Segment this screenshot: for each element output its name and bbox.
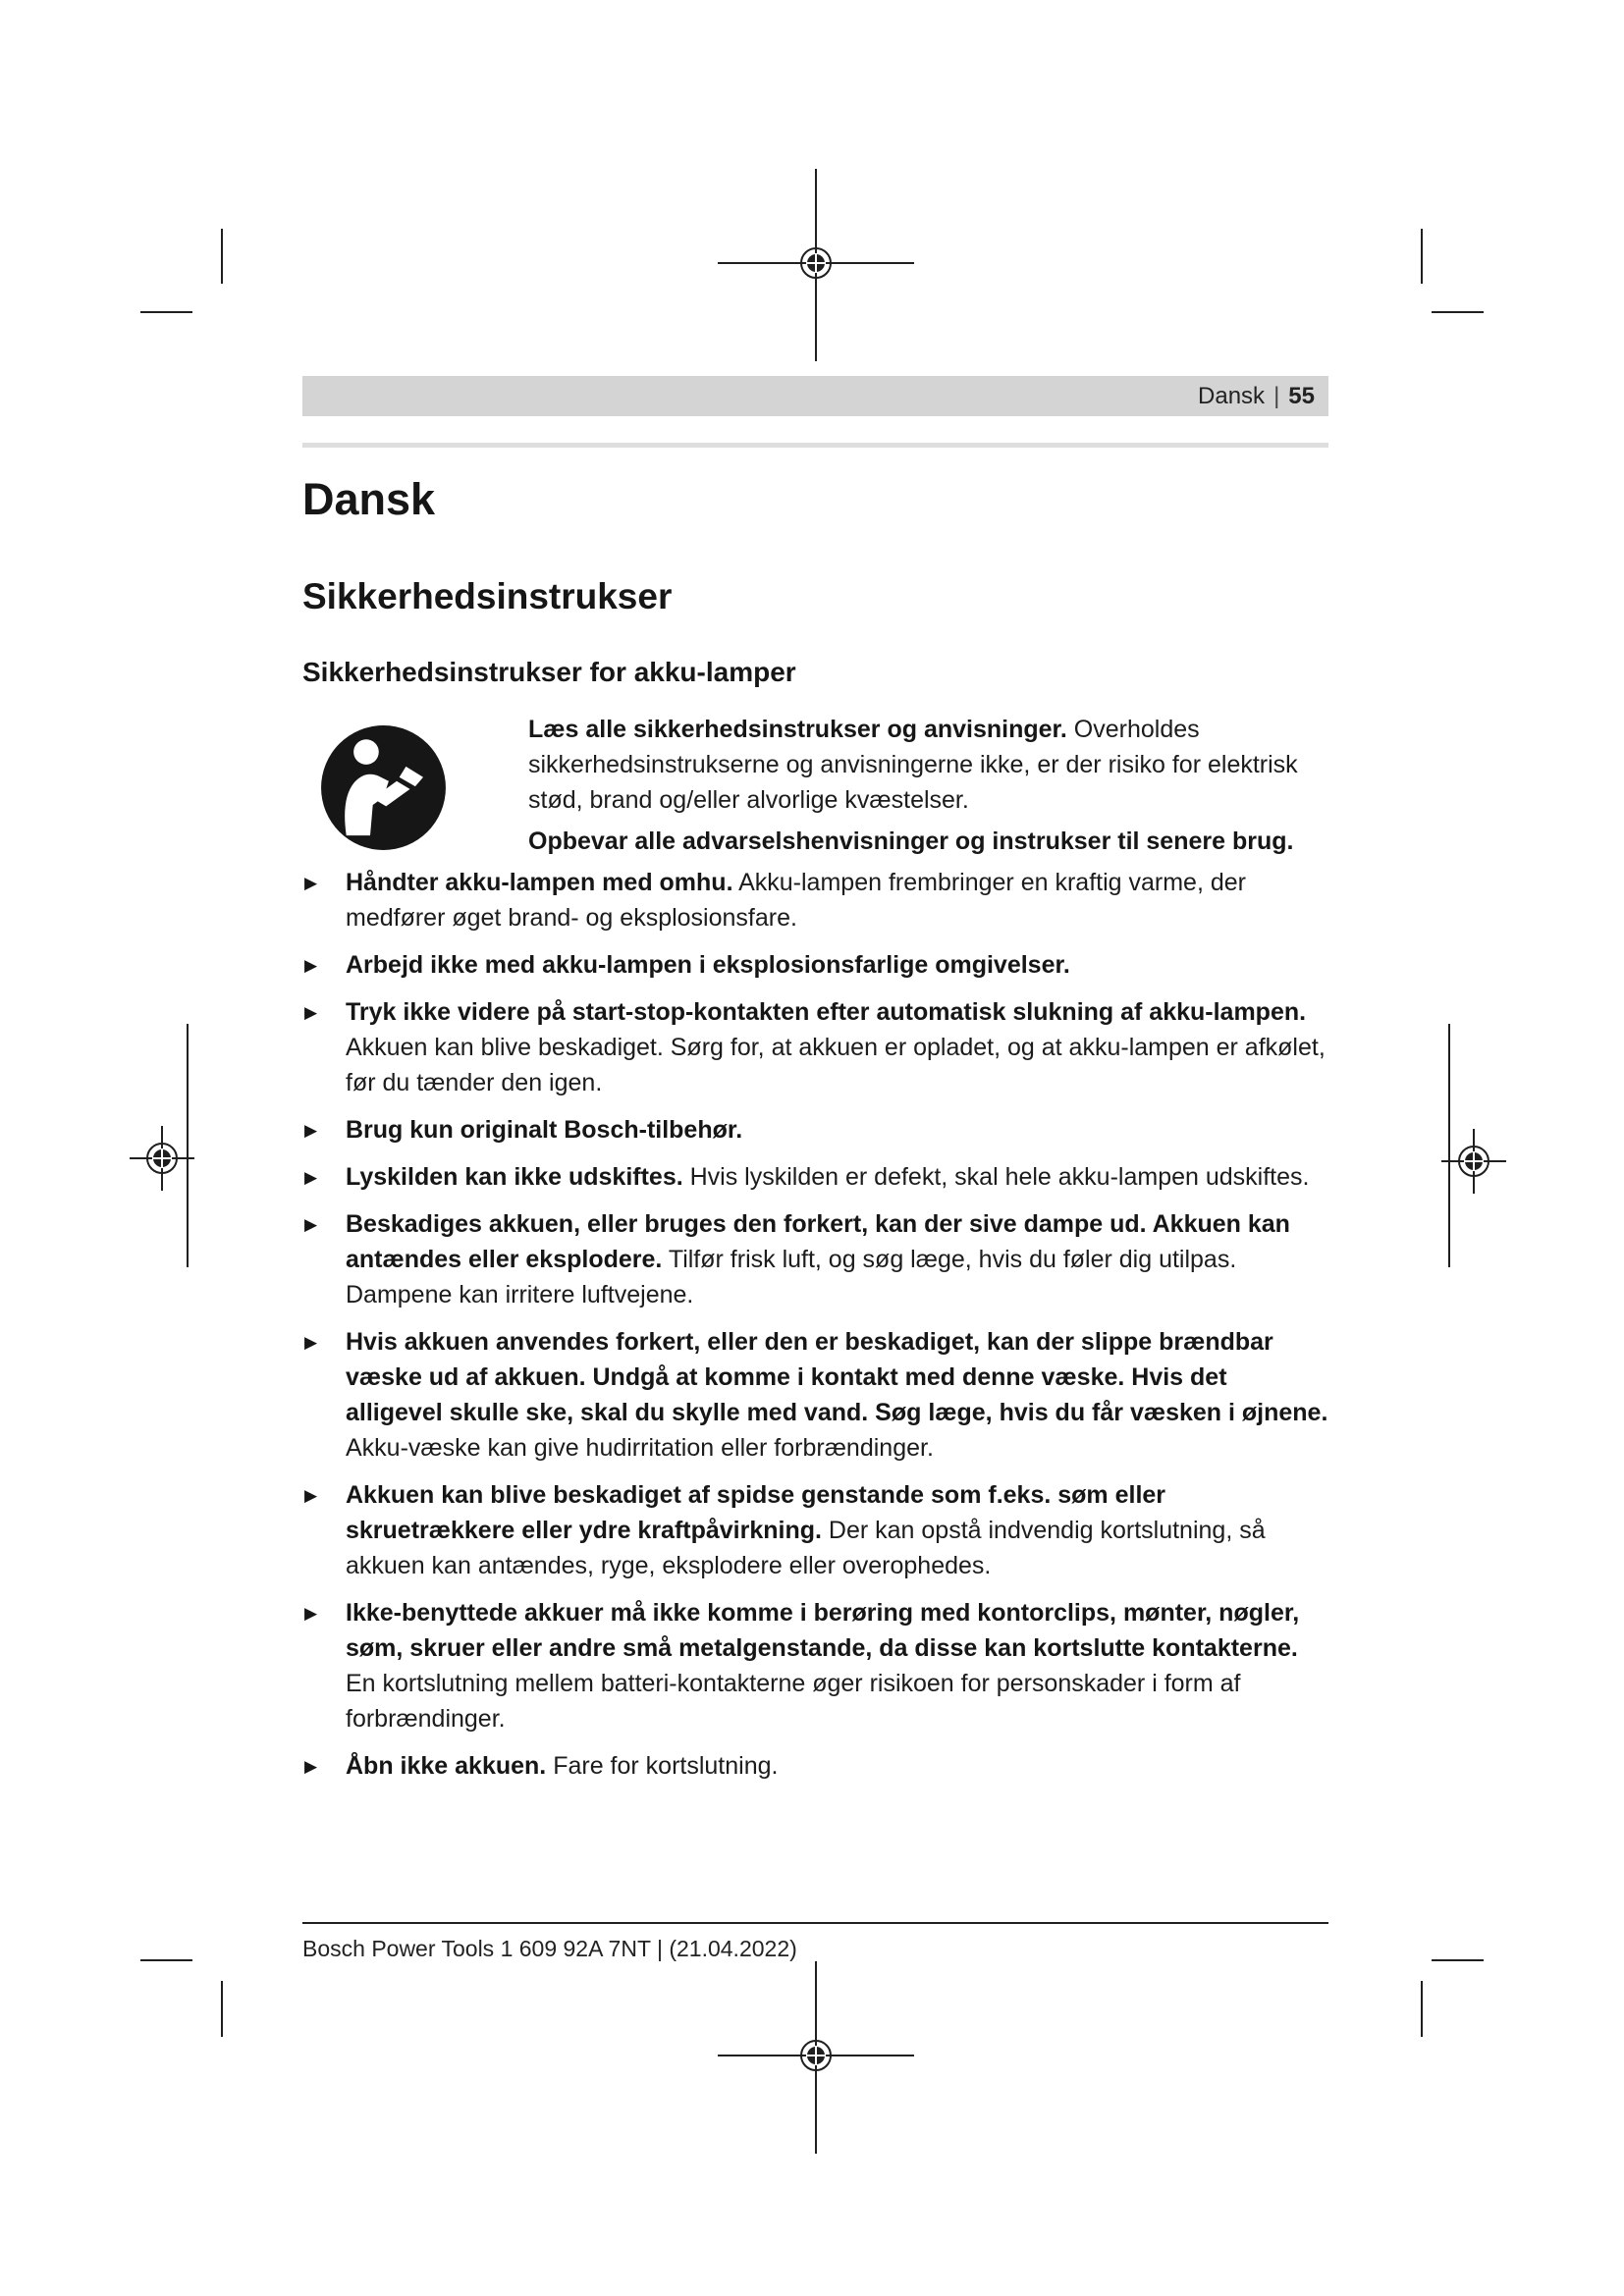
bullet-body: En kortslutning mellem batteri-kontakterne øger risikoen for personskader i form af forbrændinger. bbox=[346, 1670, 1241, 1733]
bullet-lead: Ikke-benyttede akkuer må ikke komme i berøring med kontorclips, mønter, nøgler, søm, skruer eller andre små metalgenstande, da disse kan kortslutte kontakterne. bbox=[346, 1599, 1300, 1662]
safety-bullet bbox=[302, 1748, 1328, 1784]
intro-lead: Læs alle sikkerhedsinstrukser og anvisninger. bbox=[528, 716, 1067, 743]
bullet-lead: Brug kun originalt Bosch-tilbehør. bbox=[346, 1116, 743, 1144]
registration-target-icon bbox=[784, 2023, 848, 2088]
bullet-lead: Åbn ikke akkuen. bbox=[346, 1752, 547, 1780]
bullet-arrow-icon: ▶ bbox=[304, 1333, 318, 1352]
safety-bullet bbox=[302, 865, 1328, 935]
footer-text: Bosch Power Tools 1 609 92A 7NT | (21.04.2022) bbox=[302, 1936, 797, 1961]
safety-instructions-list bbox=[302, 865, 1328, 1784]
safety-bullet bbox=[302, 1595, 1328, 1736]
intro-paragraph bbox=[528, 712, 1328, 818]
intro-block bbox=[302, 712, 1328, 859]
section-heading: Sikkerhedsinstrukser bbox=[302, 576, 673, 616]
intro-body: Overholdes sikkerhedsinstrukserne og anvisningerne ikke, er der risiko for elektrisk stød, brand og/eller alvorlige kvæstelser. bbox=[528, 716, 1298, 814]
bullet-arrow-icon: ▶ bbox=[304, 874, 318, 892]
footer-divider bbox=[302, 1922, 1328, 1924]
bullet-lead: Håndter akku-lampen med omhu. bbox=[346, 869, 733, 896]
safety-bullet bbox=[302, 1112, 1328, 1148]
bullet-arrow-icon: ▶ bbox=[304, 956, 318, 975]
bullet-body: Akku-væske kan give hudirritation eller forbrændinger. bbox=[346, 1434, 934, 1462]
header-divider bbox=[302, 443, 1328, 448]
bullet-body: Hvis lyskilden er defekt, skal hele akku-lampen udskiftes. bbox=[682, 1163, 1310, 1191]
bullet-body: Akkuen kan blive beskadiget. Sørg for, at akkuen er opladet, og at akku-lampen er afkølet, før du tænder den igen. bbox=[346, 1034, 1326, 1096]
safety-bullet bbox=[302, 994, 1328, 1100]
safety-bullet bbox=[302, 1477, 1328, 1583]
bullet-lead: Akkuen kan blive beskadiget af spidse genstande som f.eks. søm eller skruetrækkere eller ydre kraftpåvirkning. bbox=[346, 1481, 1166, 1544]
bullet-body: Der kan opstå indvendig kortslutning, så akkuen kan antændes, ryge, eksplodere eller overophedes. bbox=[346, 1517, 1266, 1579]
registration-target-icon bbox=[784, 231, 848, 295]
bullet-body: Akku-lampen frembringer en kraftig varme, der medfører øget brand- og eksplosionsfare. bbox=[346, 869, 1246, 932]
intro-text bbox=[528, 712, 1328, 859]
crop-mark bbox=[1432, 1959, 1484, 1961]
header-section-label: Dansk bbox=[1198, 382, 1266, 409]
crop-mark bbox=[140, 311, 192, 313]
bullet-arrow-icon: ▶ bbox=[304, 1168, 318, 1187]
page-header-bar bbox=[302, 376, 1328, 416]
bullet-arrow-icon: ▶ bbox=[304, 1757, 318, 1776]
bullet-lead: Lyskilden kan ikke udskiftes. bbox=[346, 1163, 683, 1191]
safety-bullet bbox=[302, 1206, 1328, 1312]
language-title: Dansk bbox=[302, 474, 436, 524]
intro-paragraph: Opbevar alle advarselshenvisninger og instrukser til senere brug. bbox=[528, 828, 1294, 855]
bullet-arrow-icon: ▶ bbox=[304, 1003, 318, 1022]
bullet-lead: Arbejd ikke med akku-lampen i eksplosionsfarlige omgivelser. bbox=[346, 951, 1070, 979]
page-number: 55 bbox=[1288, 382, 1315, 409]
crop-mark bbox=[140, 1959, 192, 1961]
bullet-lead: Tryk ikke videre på start-stop-kontakten efter automatisk slukning af akku-lampen. bbox=[346, 998, 1307, 1026]
header-separator: | bbox=[1273, 382, 1280, 409]
safety-bullet bbox=[302, 1324, 1328, 1466]
content-column bbox=[302, 376, 1328, 1795]
bullet-lead: Hvis akkuen anvendes forkert, eller den er beskadiget, kan der slippe brændbar væske ud af akkuen. Undgå at komme i kontakt med denne væske. Hvis det alligevel skulle ske, skal du skylle med vand. Søg læge, hvis du får væsken i øjnene. bbox=[346, 1328, 1328, 1426]
read-instructions-icon bbox=[317, 721, 450, 854]
crop-mark bbox=[221, 1981, 223, 2037]
registration-target-icon bbox=[1441, 1129, 1506, 1194]
crop-mark bbox=[1432, 311, 1484, 313]
subsection-heading: Sikkerhedsinstrukser for akku-lamper bbox=[302, 657, 796, 687]
bullet-body: Tilfør frisk luft, og søg læge, hvis du føler dig utilpas. Dampene kan irritere luftvejene. bbox=[346, 1246, 1237, 1308]
bullet-arrow-icon: ▶ bbox=[304, 1121, 318, 1140]
safety-bullet bbox=[302, 1159, 1328, 1195]
safety-bullet bbox=[302, 947, 1328, 983]
registration-target-icon bbox=[130, 1126, 194, 1191]
crop-mark bbox=[1421, 1981, 1423, 2037]
bullet-lead: Beskadiges akkuen, eller bruges den forkert, kan der sive dampe ud. Akkuen kan antændes eller eksplodere. bbox=[346, 1210, 1290, 1273]
page-footer bbox=[302, 1922, 1328, 1962]
crop-mark bbox=[221, 229, 223, 284]
bullet-arrow-icon: ▶ bbox=[304, 1486, 318, 1505]
bullet-arrow-icon: ▶ bbox=[304, 1215, 318, 1234]
bullet-body: Fare for kortslutning. bbox=[546, 1752, 779, 1780]
crop-mark bbox=[1421, 229, 1423, 284]
bullet-arrow-icon: ▶ bbox=[304, 1604, 318, 1623]
